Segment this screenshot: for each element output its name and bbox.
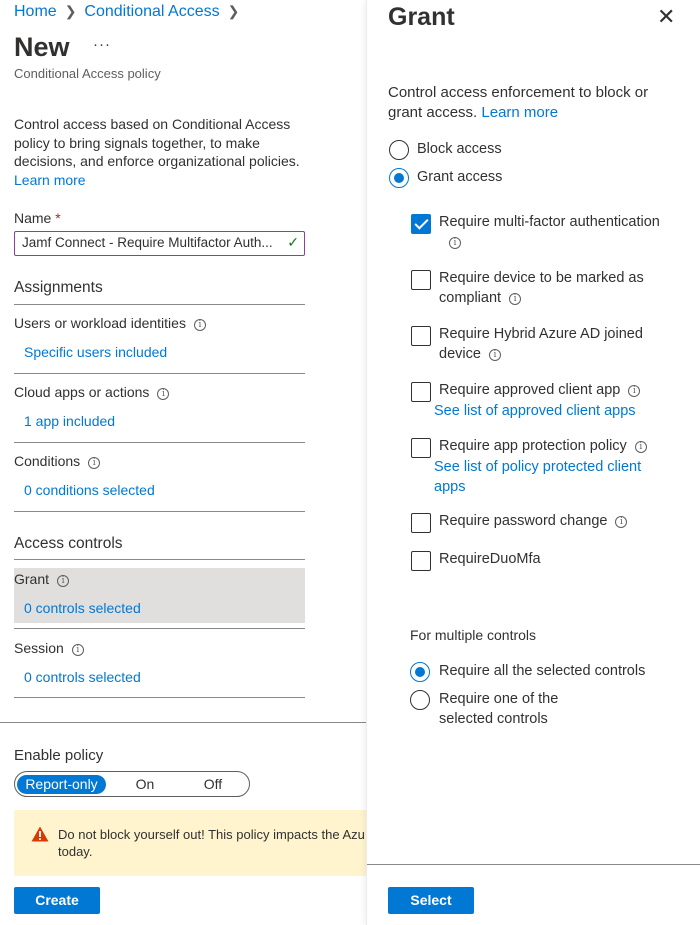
policy-description	[14, 115, 314, 189]
warning-icon	[31, 826, 49, 842]
required-mark: *	[55, 210, 61, 226]
info-icon[interactable]: i	[628, 385, 640, 397]
divider	[14, 304, 305, 305]
toggle-on[interactable]: On	[135, 776, 155, 792]
hybrid-checkbox[interactable]	[411, 326, 431, 346]
multiple-controls-label: For multiple controls	[410, 627, 537, 643]
password-change-label-text: Require password change	[439, 513, 608, 529]
breadcrumb	[14, 3, 247, 21]
divider	[14, 559, 305, 560]
approved-app-label-text: Require approved client app	[439, 382, 621, 398]
info-icon[interactable]: i	[615, 516, 627, 528]
warning-banner	[14, 810, 366, 876]
info-icon[interactable]: i	[72, 644, 84, 656]
conditions-label-text: Conditions	[14, 453, 81, 469]
grant-label	[14, 571, 69, 587]
password-change-checkbox[interactable]	[411, 513, 431, 533]
assignments-heading: Assignments	[14, 279, 103, 296]
duo-mfa-checkbox[interactable]	[411, 551, 431, 571]
name-label	[14, 210, 61, 226]
app-protection-checkbox[interactable]	[411, 438, 431, 458]
conditions-label	[14, 453, 100, 469]
divider	[14, 442, 305, 443]
info-icon[interactable]: i	[157, 388, 169, 400]
grant-panel-title: Grant	[388, 3, 455, 31]
require-one-label: Require one of the selected controls	[439, 691, 559, 727]
chevron-right-icon: ❯	[64, 3, 77, 19]
block-access-radio[interactable]	[389, 140, 409, 160]
toggle-off[interactable]: Off	[203, 776, 223, 792]
policy-description-text: Control access based on Conditional Access policy to bring signals together, to make decisions, and enforce organizational policies.	[14, 116, 300, 169]
learn-more-link[interactable]: Learn more	[14, 171, 86, 188]
info-icon[interactable]: i	[88, 457, 100, 469]
compliant-label-text: Require device to be marked as compliant	[439, 270, 644, 306]
access-controls-heading: Access controls	[14, 535, 123, 552]
divider	[14, 697, 305, 698]
enable-policy-toggle	[14, 771, 250, 797]
info-icon[interactable]: i	[509, 293, 521, 305]
info-icon[interactable]: i	[57, 575, 69, 587]
grant-value-link[interactable]: 0 controls selected	[24, 600, 141, 616]
info-icon[interactable]: i	[489, 349, 501, 361]
divider	[14, 511, 305, 512]
users-value-link[interactable]: Specific users included	[24, 344, 168, 360]
conditions-value-link[interactable]: 0 conditions selected	[24, 482, 155, 498]
grant-description-text: Control access enforcement to block or grant access.	[388, 84, 649, 121]
grant-access-radio[interactable]	[389, 168, 409, 188]
chevron-right-icon: ❯	[227, 3, 240, 19]
require-one-radio[interactable]	[410, 690, 430, 710]
warning-text: Do not block yourself out! This policy impacts the Azu today.	[58, 827, 365, 859]
page-title: New	[14, 32, 70, 62]
mfa-checkbox[interactable]	[411, 214, 431, 234]
info-icon[interactable]: i	[449, 237, 461, 249]
mfa-label	[439, 213, 674, 252]
check-icon: ✓	[287, 234, 299, 250]
app-protection-label-text: Require app protection policy	[439, 438, 627, 454]
users-label	[14, 315, 206, 331]
more-options-icon[interactable]: ···	[93, 36, 111, 53]
name-label-text: Name	[14, 210, 52, 226]
users-label-text: Users or workload identities	[14, 315, 186, 331]
app-protection-label	[439, 437, 674, 457]
grant-learn-more-link[interactable]: Learn more	[481, 104, 559, 121]
hybrid-label-text: Require Hybrid Azure AD joined device	[439, 326, 643, 362]
duo-mfa-label: RequireDuoMfa	[439, 551, 541, 567]
compliant-label	[439, 269, 674, 308]
approved-apps-link[interactable]: See list of approved client apps	[434, 403, 636, 419]
grant-description	[388, 83, 678, 123]
info-icon[interactable]: i	[194, 319, 206, 331]
breadcrumb-home[interactable]: Home	[14, 3, 57, 20]
grant-access-label: Grant access	[417, 169, 503, 185]
policy-name-input[interactable]	[14, 231, 305, 256]
divider	[367, 864, 700, 865]
approved-app-checkbox[interactable]	[411, 382, 431, 402]
policy-name-value: Jamf Connect - Require Multifactor Auth...	[22, 235, 273, 250]
grant-panel	[366, 0, 700, 925]
protected-apps-link[interactable]: See list of policy protected client apps	[434, 459, 642, 495]
cloud-apps-label	[14, 384, 169, 400]
hybrid-label	[439, 325, 674, 364]
mfa-label-text: Require multi-factor authentication	[439, 214, 660, 230]
info-icon[interactable]: i	[635, 441, 647, 453]
session-value-link[interactable]: 0 controls selected	[24, 669, 141, 685]
divider	[14, 373, 305, 374]
create-button[interactable]: Create	[14, 887, 100, 914]
cloud-apps-value-link[interactable]: 1 app included	[24, 413, 116, 429]
password-change-label	[439, 512, 674, 532]
select-button[interactable]: Select	[388, 887, 474, 914]
close-icon[interactable]: ✕	[657, 4, 676, 29]
approved-app-label	[439, 381, 674, 401]
toggle-report-only[interactable]: Report-only	[17, 775, 106, 794]
enable-policy-label: Enable policy	[14, 747, 104, 764]
divider	[0, 722, 366, 723]
session-label-text: Session	[14, 640, 64, 656]
require-all-label: Require all the selected controls	[439, 663, 646, 679]
block-access-label: Block access	[417, 141, 502, 157]
breadcrumb-conditional-access[interactable]: Conditional Access	[84, 3, 220, 20]
compliant-checkbox[interactable]	[411, 270, 431, 290]
require-all-radio[interactable]	[410, 662, 430, 682]
page-subtitle: Conditional Access policy	[14, 66, 161, 81]
session-label	[14, 640, 84, 656]
divider	[14, 628, 305, 629]
cloud-apps-label-text: Cloud apps or actions	[14, 384, 150, 400]
grant-label-text: Grant	[14, 571, 50, 587]
